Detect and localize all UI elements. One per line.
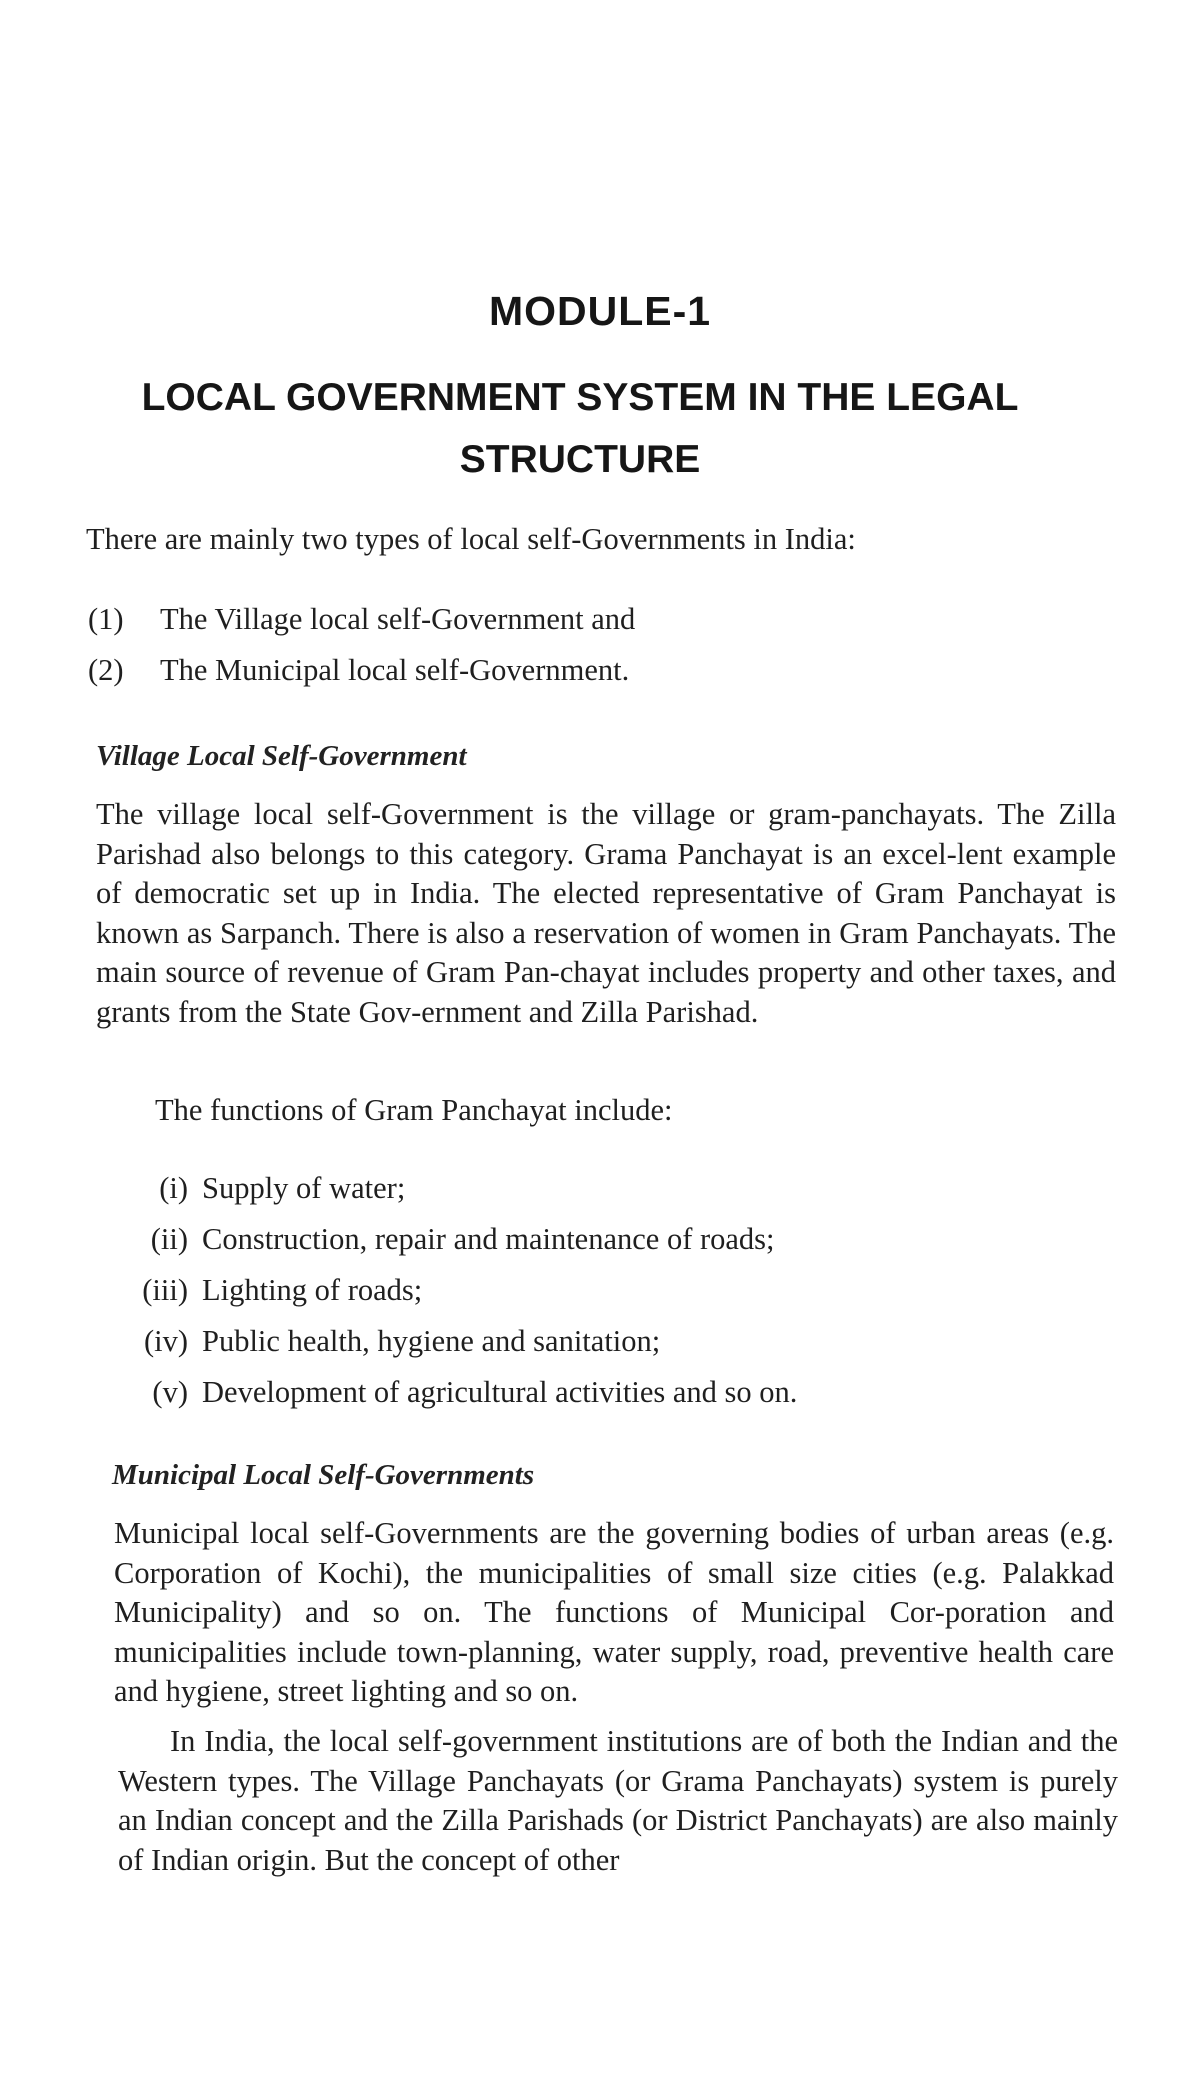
list-text: The Municipal local self-Government.	[160, 653, 630, 687]
list-number: (2)	[88, 653, 124, 687]
functions-intro: The functions of Gram Panchayat include:	[155, 1093, 673, 1127]
chapter-title: LOCAL GOVERNMENT SYSTEM IN THE LEGAL STRUCTURE	[141, 376, 1019, 481]
list-number: (v)	[152, 1375, 188, 1409]
list-number: (ii)	[150, 1222, 188, 1256]
intro-paragraph: There are mainly two types of local self-Governments in India:	[86, 522, 856, 556]
module-title: MODULE-1	[488, 288, 712, 334]
village-paragraph: The village local self-Government is the village or gram-panchayats. The Zilla Parishad also belongs to this category. Grama Panchayat is an excel-lent example of democratic set up in India. The elected representative of Gram Panchayat is known as Sarpanch. There is also a reservation of women in Gram Panchayats. The main source of revenue of Gram Pan-chayat includes property and other taxes, and grants from the State Gov-ernment and Zilla Parishad.	[96, 797, 1116, 1029]
list-text: Construction, repair and maintenance of roads;	[202, 1222, 775, 1256]
municipal-section-heading: Municipal Local Self-Governments	[112, 1459, 535, 1491]
india-institutions-paragraph: In India, the local self-government institutions are of both the Indian and the Western types. The Village Panchayats (or Grama Panchayats) system is purely an Indian concept and the Zilla Parishads (or District Panchayats) are also mainly of Indian origin. But the concept of other	[118, 1724, 1118, 1877]
municipal-paragraph: Municipal local self-Governments are the governing bodies of urban areas (e.g. Corporation of Kochi), the municipalities of small size cities (e.g. Palakkad Municipality) and so on. The functions of Municipal Cor-poration and municipalities include town-planning, water supply, road, preventive health care and hygiene, street lighting and so on.	[114, 1516, 1114, 1708]
list-number: (i)	[159, 1171, 188, 1205]
list-text: The Village local self-Government and	[160, 602, 636, 636]
list-number: (iv)	[143, 1324, 188, 1358]
village-section-heading: Village Local Self-Government	[96, 740, 467, 772]
list-text: Lighting of roads;	[202, 1273, 423, 1307]
list-number: (1)	[88, 602, 124, 636]
list-text: Development of agricultural activities and so on.	[202, 1375, 798, 1409]
list-text: Supply of water;	[202, 1171, 406, 1205]
list-text: Public health, hygiene and sanitation;	[202, 1324, 661, 1358]
list-number: (iii)	[142, 1273, 188, 1307]
